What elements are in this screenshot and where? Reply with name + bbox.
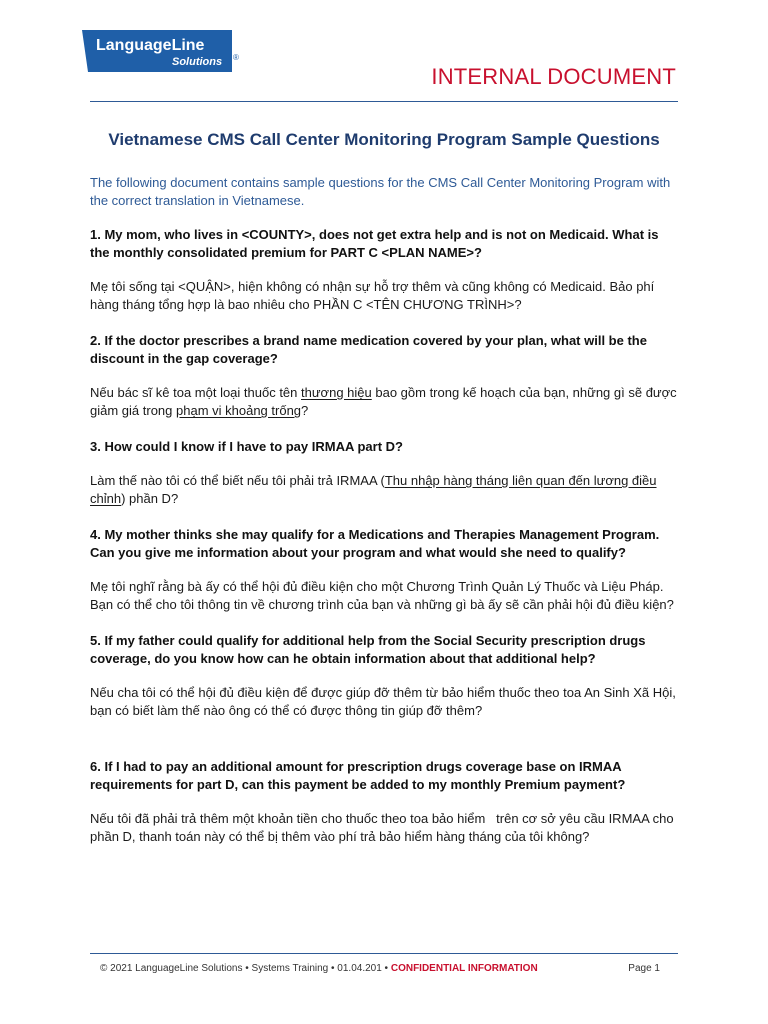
answer-3-part-1: Làm thế nào tôi có thể biết nếu tôi phải trả IRMAA ( [90, 473, 385, 488]
term-irmaa-definition: Thu nhập hàng tháng liên quan đến lương điều chỉnh [90, 473, 657, 506]
question-1: 1. My mom, who lives in <COUNTY>, does not get extra help and is not on Medicaid. What is the monthly consolidated premium for PART C <PLAN NAME>? [90, 227, 659, 260]
header-rule [90, 101, 678, 102]
answer-2 [90, 384, 678, 420]
confidential-label: CONFIDENTIAL INFORMATION [390, 963, 538, 974]
answer-2-part-3: ? [301, 403, 309, 418]
question-6: 6. If I had to pay an additional amount for prescription drugs coverage base on IRMAA requirements for part D, can this payment be added to my monthly Premium payment? [90, 759, 626, 792]
answer-3 [90, 472, 678, 508]
answer-4: Mẹ tôi nghĩ rằng bà ấy có thể hội đủ điều kiện cho một Chương Trình Quản Lý Thuốc và Liệu Pháp. Bạn có thể cho tôi thông tin về chương trình của bạn và những gì bà ấy sẽ cần phải hội đủ điều kiện? [90, 579, 674, 612]
term-brand-name: thương hiệu [301, 385, 372, 400]
footer-rule [90, 953, 678, 954]
page-footer [100, 963, 670, 974]
document-body [90, 174, 678, 864]
answer-6: Nếu tôi đã phải trả thêm một khoản tiền cho thuốc theo toa bảo hiểm trên cơ sở yêu cầu IRMAA cho phần D, thanh toán này có thể bị thêm vào phí trả bảo hiểm hàng tháng của tôi không? [90, 811, 678, 844]
document-title: Vietnamese CMS Call Center Monitoring Program Sample Questions [108, 130, 660, 149]
intro-paragraph: The following document contains sample questions for the CMS Call Center Monitoring Program with the correct translation in Vietnamese. [90, 175, 671, 208]
answer-1: Mẹ tôi sống tại <QUẬN>, hiện không có nhận sự hỗ trợ thêm và cũng không có Medicaid. Bảo phí hàng tháng tổng hợp là bao nhiêu cho PHẦN C <TÊN CHƯƠNG TRÌNH>? [90, 279, 655, 312]
internal-document-label: INTERNAL DOCUMENT [431, 64, 676, 89]
footer-copyright: © 2021 LanguageLine Solutions • Systems Training • 01.04.201 • [100, 963, 391, 974]
term-gap-coverage: phạm vi khoảng trống [176, 403, 302, 418]
question-4: 4. My mother thinks she may qualify for a Medications and Therapies Management Program. Can you give me information about your program and what would she need to qualify? [90, 527, 660, 560]
page-number: Page 1 [628, 963, 660, 974]
logo-line1: LanguageLine [96, 37, 205, 54]
answer-2-part-2: bao gồm trong kế hoạch của bạn, những gì sẽ được giảm giá trong [90, 385, 677, 418]
spacer [90, 738, 678, 758]
answer-5: Nếu cha tôi có thể hội đủ điều kiện để được giúp đỡ thêm từ bảo hiểm thuốc theo toa An Sinh Xã Hội, bạn có biết làm thế nào ông có thể có được thông tin giúp đỡ thêm? [90, 685, 676, 718]
answer-3-part-2: ) phần D? [121, 491, 179, 506]
question-5: 5. If my father could qualify for additional help from the Social Security prescription drugs coverage, do you know how can he obtain information about that additional help? [90, 633, 646, 666]
question-2: 2. If the doctor prescribes a brand name medication covered by your plan, what will be the discount in the gap coverage? [90, 333, 647, 366]
languageline-logo [82, 28, 242, 78]
question-3: 3. How could I know if I have to pay IRMAA part D? [90, 439, 403, 454]
answer-2-part-1: Nếu bác sĩ kê toa một loại thuốc tên [90, 385, 302, 400]
registered-mark: ® [233, 53, 239, 62]
logo-line2: Solutions [172, 56, 223, 68]
